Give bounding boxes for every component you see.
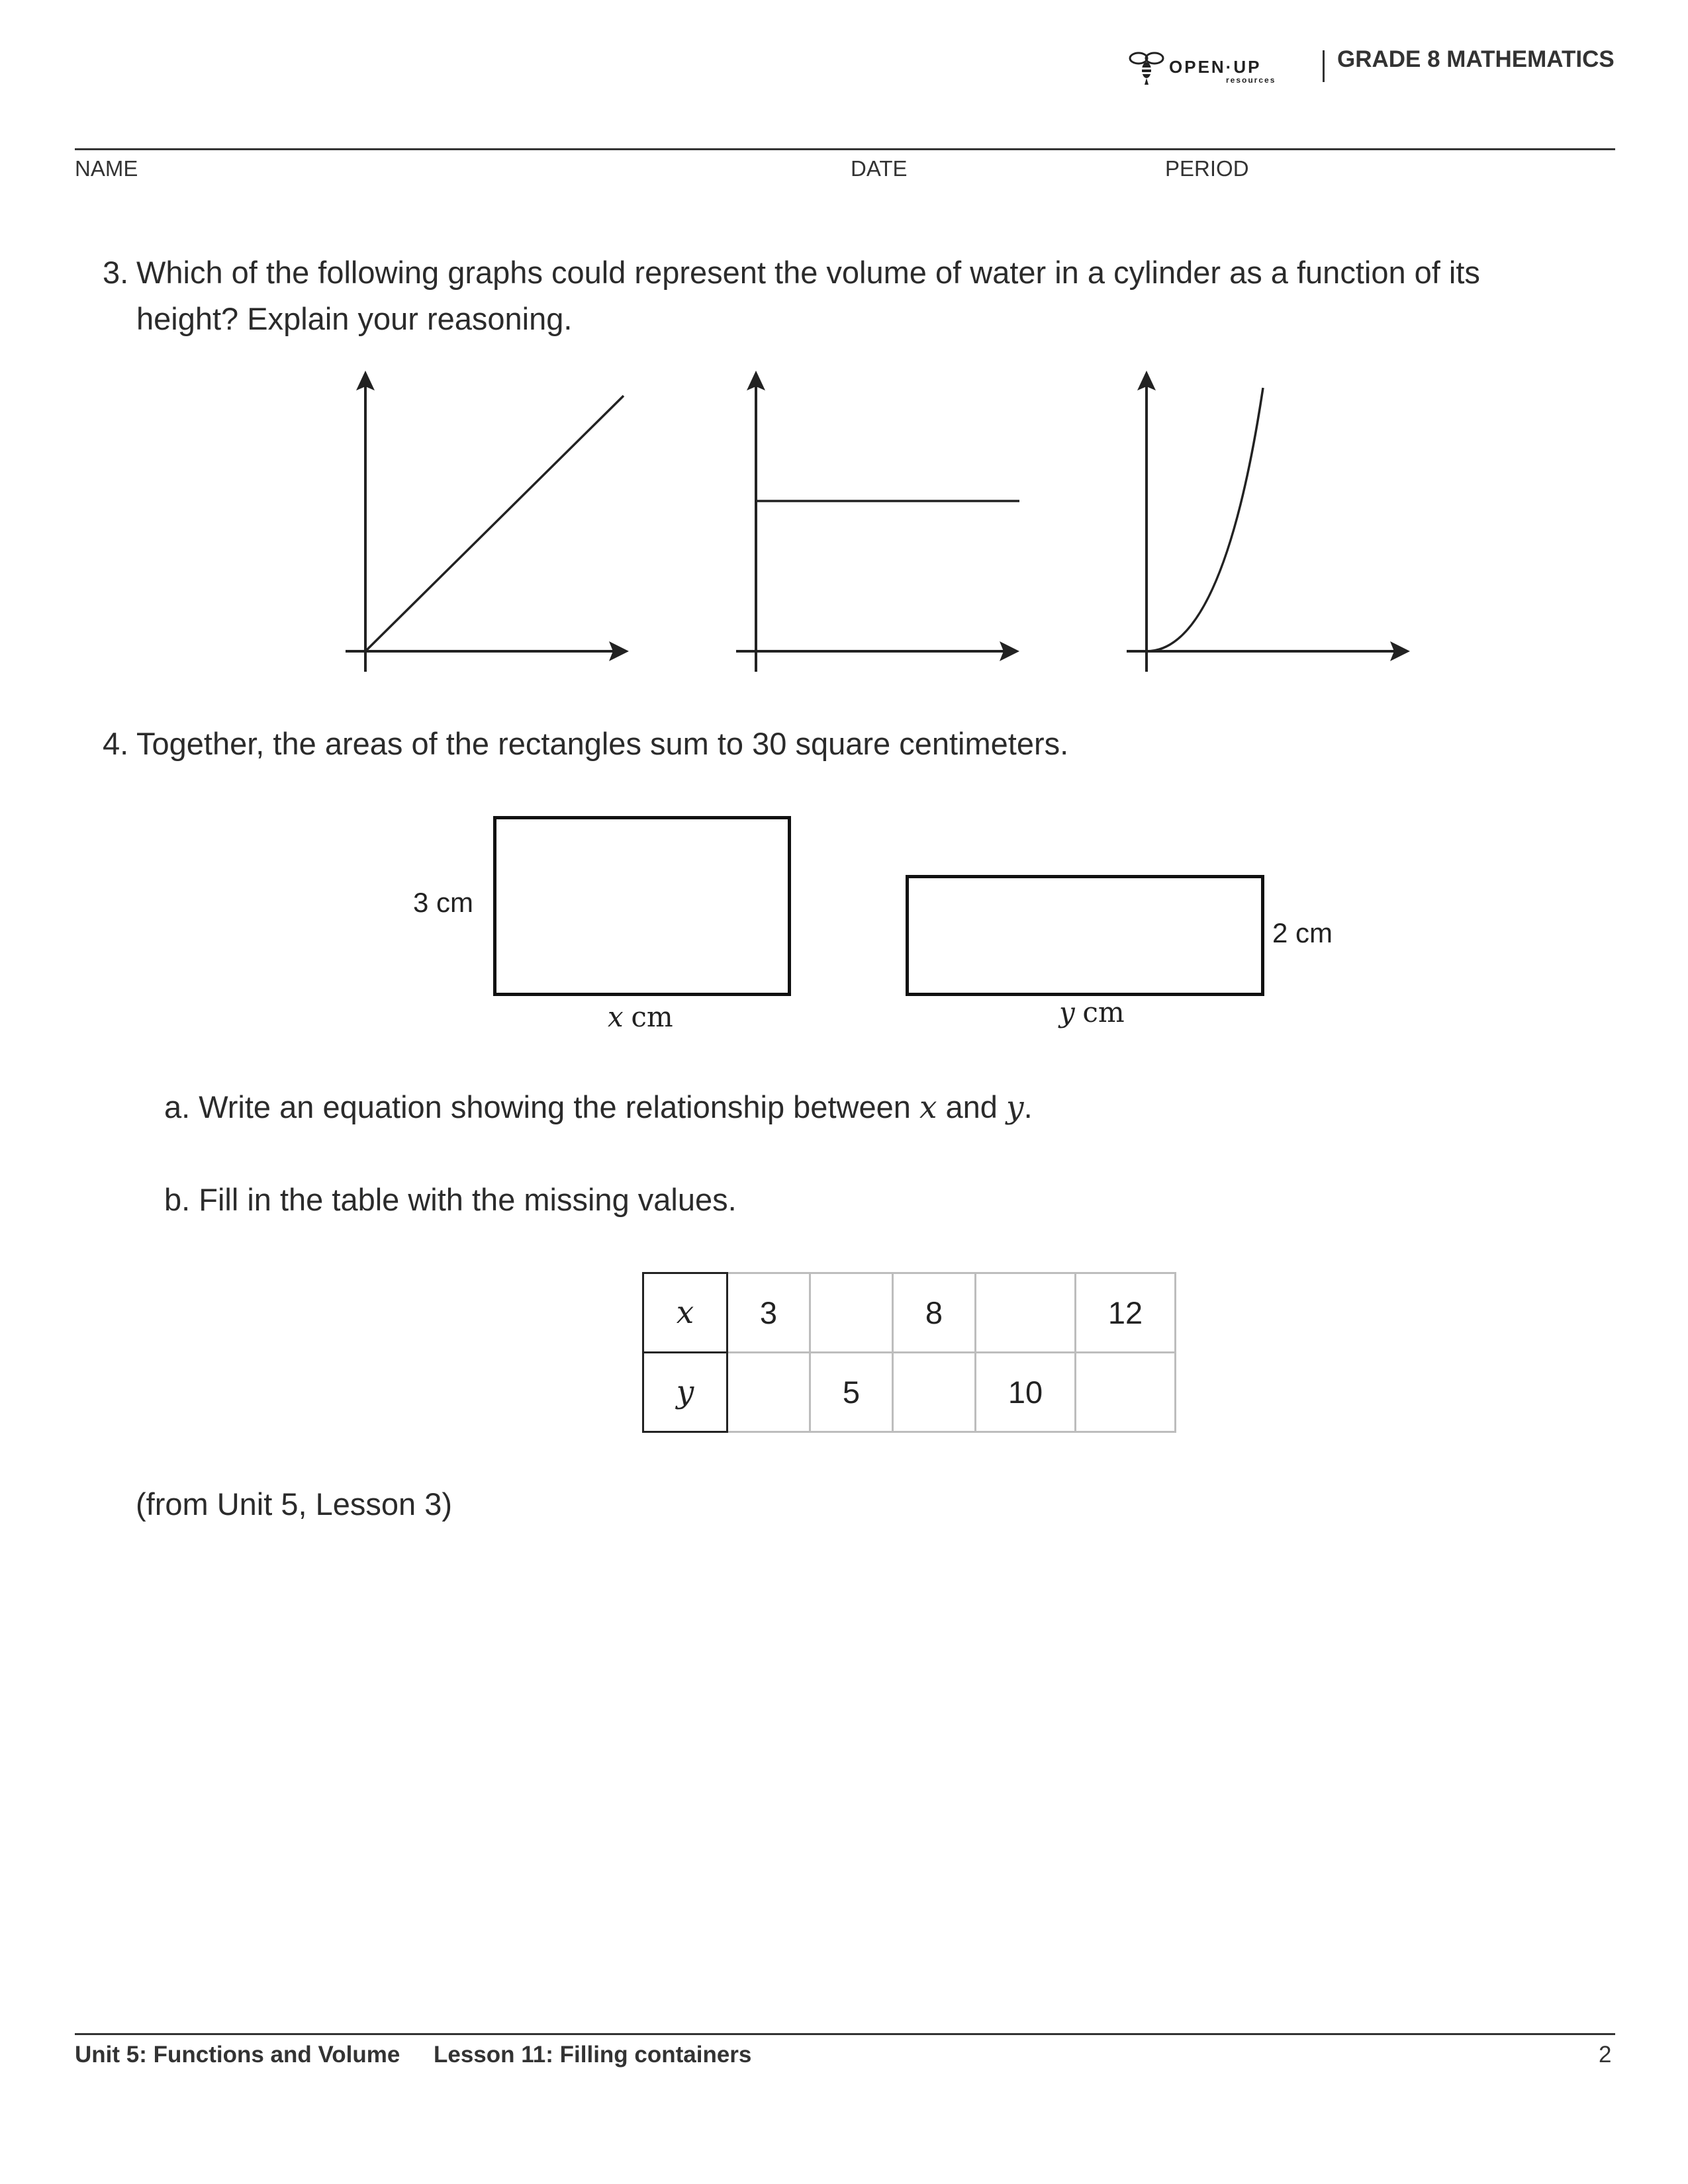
bee-icon (1128, 48, 1165, 87)
rectangle-2-height-label: 2 cm (1272, 917, 1333, 948)
question-4-number: 4. (103, 726, 129, 761)
graph-constant (736, 371, 1019, 672)
graph-linear (346, 371, 629, 672)
question-4-text: Together, the areas of the rectangles sum to 30 square centimeters. (136, 726, 1069, 761)
question-4 (103, 721, 1618, 767)
table-cell: 5 (810, 1353, 893, 1432)
source-note: (from Unit 5, Lesson 3) (136, 1486, 453, 1522)
part-b-prompt: b. Fill in the table with the missing values. (164, 1182, 737, 1217)
footer-unit: Unit 5: Functions and Volume (75, 2042, 400, 2068)
graph-curve-line (1147, 388, 1263, 651)
table-row-x (643, 1273, 1176, 1353)
question-3 (103, 250, 1618, 342)
question-3-line-2: height? Explain your reasoning. (136, 301, 573, 336)
table-cell[interactable] (893, 1353, 976, 1432)
table-cell: 8 (893, 1273, 976, 1353)
rectangle-1-height-label: 3 cm (413, 887, 474, 918)
graph-curve (1127, 371, 1410, 672)
table-cell[interactable] (1076, 1353, 1176, 1432)
rectangle-2 (906, 875, 1264, 996)
part-a-prompt: a. Write an equation showing the relationship between x and y. (164, 1089, 1033, 1126)
part-a-var-x: x (919, 1089, 937, 1126)
table-cell[interactable] (976, 1273, 1076, 1353)
table-row-y (643, 1353, 1176, 1432)
rectangle-1-width-label: x cm (608, 1001, 673, 1033)
footer-rule (75, 2033, 1615, 2035)
grade-title: GRADE 8 MATHEMATICS (1337, 46, 1615, 72)
table-cell[interactable] (727, 1353, 810, 1432)
header-rule (75, 148, 1615, 150)
question-3-line-1: Which of the following graphs could represent the volume of water in a cylinder as a function of its (136, 255, 1480, 290)
graphs-figure (0, 371, 1688, 688)
date-field-label: DATE (851, 156, 908, 181)
table-cell: 12 (1076, 1273, 1176, 1353)
header-divider (1323, 50, 1325, 82)
logo-wordmark: OPEN·UP (1169, 57, 1262, 77)
page-number: 2 (1599, 2042, 1612, 2068)
period-field-label: PERIOD (1165, 156, 1249, 181)
table-header-x: x (643, 1273, 727, 1353)
table-header-y: y (643, 1353, 727, 1432)
part-a-var-y: y (1006, 1089, 1024, 1126)
rectangle-1 (493, 816, 791, 996)
logo-subtitle: resources (1226, 75, 1276, 85)
question-3-number: 3. (103, 255, 129, 290)
name-field-label: NAME (75, 156, 138, 181)
table-cell[interactable] (810, 1273, 893, 1353)
rectangle-2-width-label: y cm (1059, 996, 1125, 1028)
graph-linear-line (365, 396, 624, 651)
open-up-resources-logo (1128, 48, 1293, 90)
footer-lesson: Lesson 11: Filling containers (434, 2042, 752, 2068)
table-cell: 10 (976, 1353, 1076, 1432)
table-cell: 3 (727, 1273, 810, 1353)
values-table (642, 1272, 1176, 1433)
